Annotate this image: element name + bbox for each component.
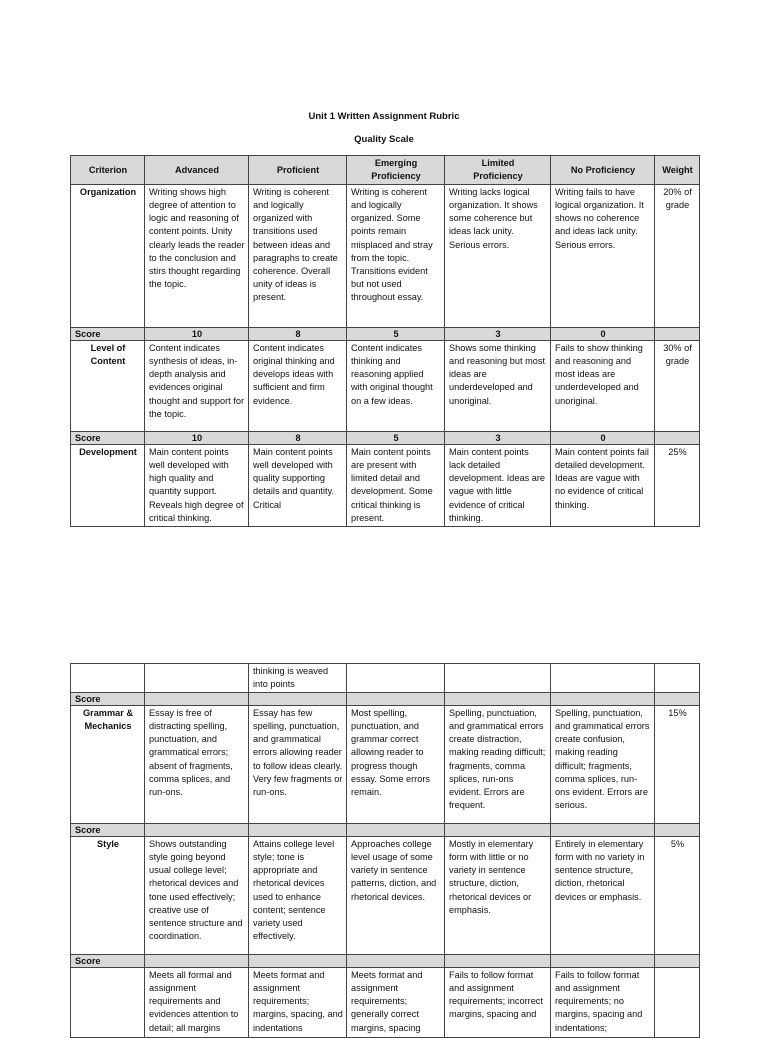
score-label: Score [71,955,145,968]
score-value [249,824,347,837]
rubric-cell: Main content points fail detailed development. Ideas are vague with no evidence of critical thinking. [551,445,655,527]
score-weight-blank [655,432,700,445]
table-row [71,185,700,328]
weight-cell: 5% [655,837,700,955]
rubric-cell: Approaches college level usage of some variety in sentence patterns, diction, and rhetorical devices. [347,837,445,955]
rubric-cell: Writing lacks logical organization. It shows some coherence but ideas lack unity. Serious errors. [445,185,551,328]
criterion-cell: Organization [71,185,145,328]
rubric-cell: Fails to show thinking and reasoning and most ideas are underdeveloped and unoriginal. [551,341,655,432]
header-advanced: Advanced [145,156,249,185]
rubric-cell [71,664,145,693]
score-value [551,955,655,968]
header-no-proficiency: No Proficiency [551,156,655,185]
rubric-cell: Spelling, punctuation, and grammatical errors create distraction, making reading difficult; fragments, comma splices, run-ons evident. Errors are frequent. [445,706,551,824]
score-weight-blank [655,693,700,706]
rubric-table-page-2 [70,663,700,1038]
weight-cell: 20% of grade [655,185,700,328]
rubric-cell: Writing fails to have logical organization. It shows no coherence and ideas lack unity. Serious errors. [551,185,655,328]
table-row [71,968,700,1038]
rubric-cell: Writing is coherent and logically organized with transitions used between ideas and paragraphs to create coherence. Overall unity of ideas is present. [249,185,347,328]
rubric-cell: Essay is free of distracting spelling, punctuation, and grammatical errors; absent of fragments, comma splices, and run-ons. [145,706,249,824]
score-row [71,693,700,706]
header-proficient: Proficient [249,156,347,185]
rubric-cell: Main content points well developed with quality supporting details and quantity. Critical [249,445,347,527]
score-value [347,955,445,968]
rubric-cell: Fails to follow format and assignment requirements; incorrect margins, spacing and [445,968,551,1038]
rubric-cell [347,664,445,693]
weight-cell: 25% [655,445,700,527]
score-value [551,693,655,706]
rubric-cell: Main content points well developed with high quality and quantity support. Reveals high degree of critical thinking. [145,445,249,527]
criterion-cell: Development [71,445,145,527]
rubric-cell: Entirely in elementary form with no variety in sentence structure, diction, rhetorical devices or emphasis. [551,837,655,955]
header-criterion: Criterion [71,156,145,185]
header-limited-proficiency: Limited Proficiency [445,156,551,185]
document-title: Unit 1 Written Assignment Rubric [308,111,460,122]
criterion-cell: Grammar & Mechanics [71,706,145,824]
score-value [347,824,445,837]
score-value [445,955,551,968]
score-value: 0 [551,432,655,445]
score-value: 3 [445,328,551,341]
header-emerging-proficiency: Emerging Proficiency [347,156,445,185]
table-row [71,445,700,527]
score-label: Score [71,328,145,341]
score-row [71,328,700,341]
rubric-cell: Main content points are present with limited detail and development. Some critical thinking is present. [347,445,445,527]
score-value: 5 [347,328,445,341]
rubric-cell: Shows outstanding style going beyond usual college level; rhetorical devices and tone used effectively; creative use of sentence structure and coordination. [145,837,249,955]
rubric-cell: Essay has few spelling, punctuation, and grammatical errors allowing reader to follow ideas clearly. Very few fragments or run-ons. [249,706,347,824]
rubric-cell: Meets format and assignment requirements; generally correct margins, spacing [347,968,445,1038]
header-row [71,156,700,185]
rubric-cell [145,664,249,693]
weight-cell [655,968,700,1038]
rubric-cell: Writing is coherent and logically organized. Some points remain misplaced and stray from the topic. Transitions evident but not used throughout essay. [347,185,445,328]
score-value [249,955,347,968]
score-value: 0 [551,328,655,341]
score-value: 8 [249,328,347,341]
score-weight-blank [655,824,700,837]
rubric-cell: Shows some thinking and reasoning but most ideas are underdeveloped and unoriginal. [445,341,551,432]
score-row [71,432,700,445]
score-label: Score [71,693,145,706]
score-value [145,824,249,837]
score-weight-blank [655,328,700,341]
criterion-cell: Style [71,837,145,955]
rubric-cell: Attains college level style; tone is appropriate and rhetorical devices used to enhance content; sentence variety used effectively. [249,837,347,955]
rubric-cell: Content indicates thinking and reasoning applied with original thought on a few ideas. [347,341,445,432]
table-row [71,341,700,432]
table-row [71,706,700,824]
rubric-cell: Spelling, punctuation, and grammatical errors create confusion, making reading difficult; fragments, comma splices, run-ons evident. Errors are serious. [551,706,655,824]
rubric-cell [551,664,655,693]
score-value: 5 [347,432,445,445]
score-value: 10 [145,328,249,341]
weight-cell: 30% of grade [655,341,700,432]
rubric-cell: Meets all formal and assignment requirements and evidences attention to detail; all margins [145,968,249,1038]
rubric-cell: Main content points lack detailed development. Ideas are vague with little evidence of critical thinking. [445,445,551,527]
rubric-cell: Most spelling, punctuation, and grammar correct allowing reader to progress though essay. Some errors remain. [347,706,445,824]
rubric-cell [655,664,700,693]
rubric-cell: Mostly in elementary form with little or no variety in sentence structure, diction, rhetorical devices or emphasis. [445,837,551,955]
rubric-cell: Meets format and assignment requirements; margins, spacing, and indentations [249,968,347,1038]
score-value [551,824,655,837]
score-row [71,955,700,968]
table-row [71,837,700,955]
score-row [71,824,700,837]
rubric-cell: Content indicates synthesis of ideas, in-depth analysis and evidences original thought and support for the topic. [145,341,249,432]
score-value [145,693,249,706]
score-weight-blank [655,955,700,968]
score-value [347,693,445,706]
score-value [445,693,551,706]
score-value [145,955,249,968]
rubric-cell: Writing shows high degree of attention to logic and reasoning of content points. Unity clearly leads the reader to the conclusion and stirs thought regarding the topic. [145,185,249,328]
score-value: 3 [445,432,551,445]
rubric-cell [445,664,551,693]
score-value [445,824,551,837]
score-label: Score [71,432,145,445]
score-value: 10 [145,432,249,445]
score-value: 8 [249,432,347,445]
score-value [249,693,347,706]
score-label: Score [71,824,145,837]
criterion-cell [71,968,145,1038]
quality-scale-heading: Quality Scale [354,134,414,145]
rubric-cell: Fails to follow format and assignment requirements; no margins, spacing and indentations; [551,968,655,1038]
continuation-row [71,664,700,693]
rubric-cell: Content indicates original thinking and develops ideas with sufficient and firm evidence. [249,341,347,432]
rubric-cell: thinking is weaved into points [249,664,347,693]
criterion-cell: Level of Content [71,341,145,432]
header-weight: Weight [655,156,700,185]
rubric-table-page-1 [70,155,700,527]
weight-cell: 15% [655,706,700,824]
